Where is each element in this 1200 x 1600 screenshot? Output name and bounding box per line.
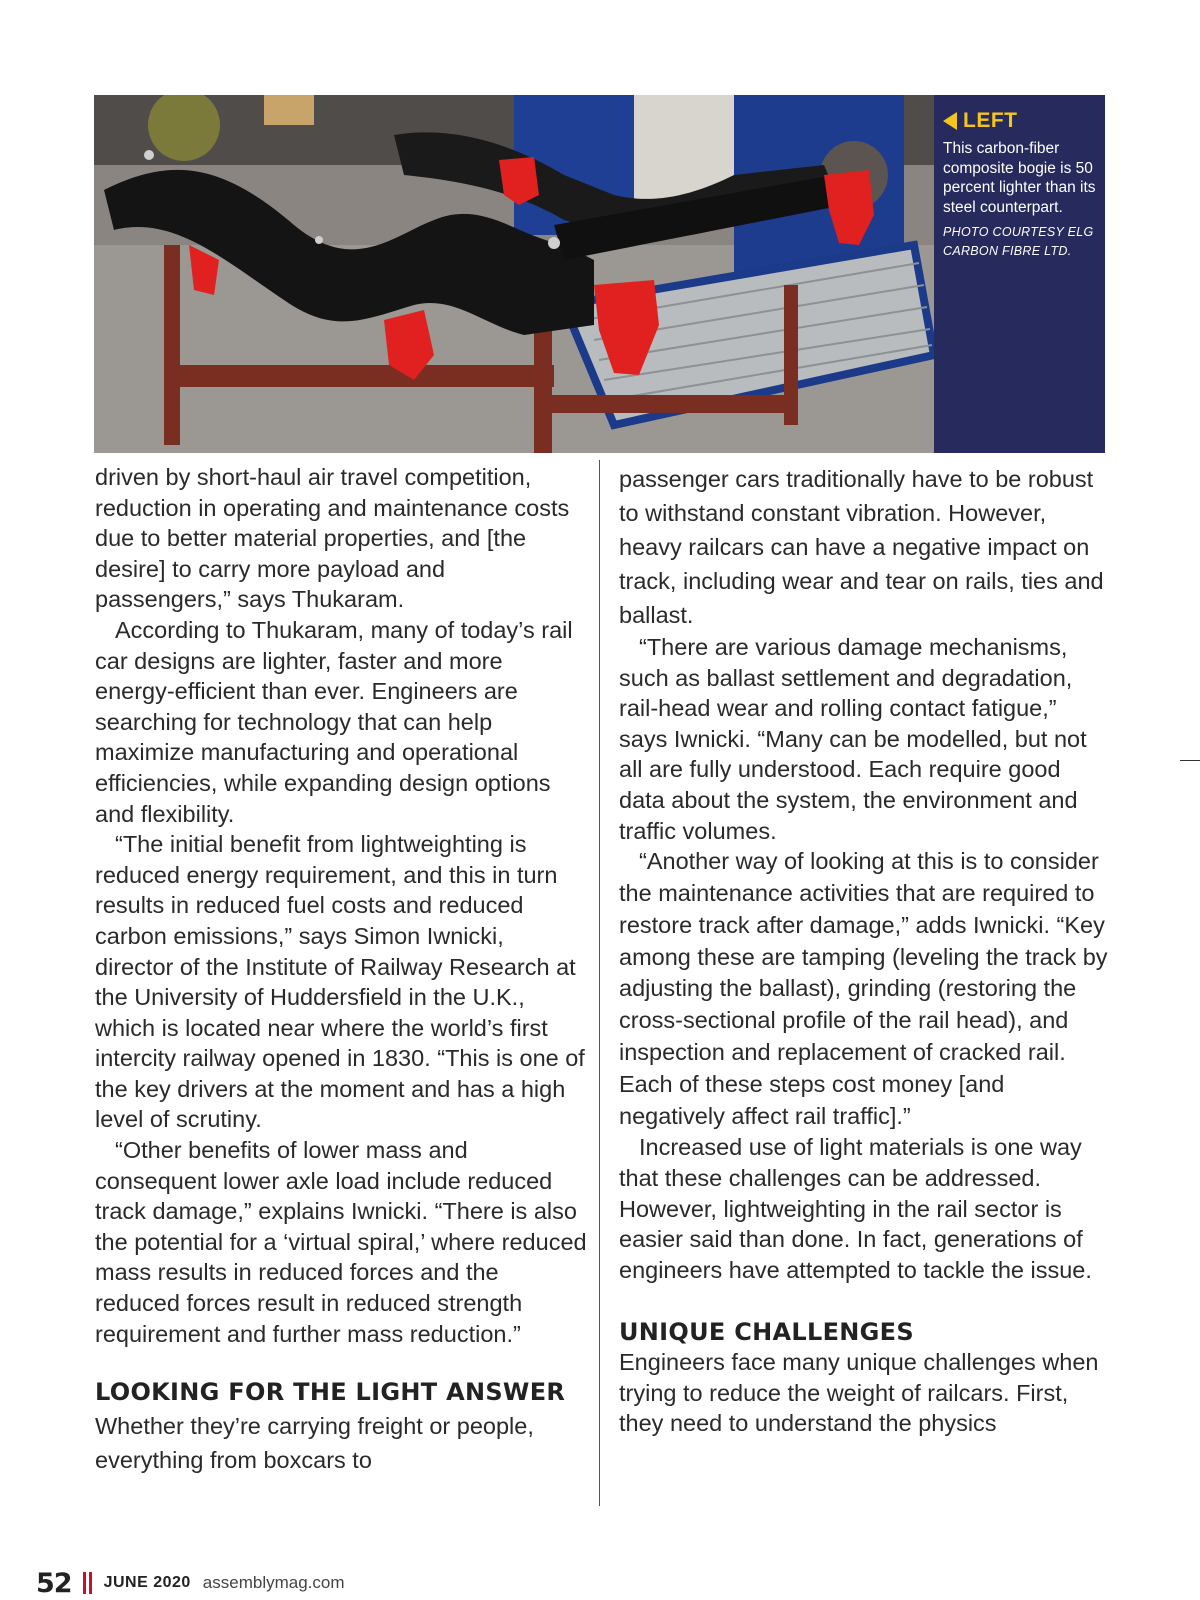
paragraph: “The initial benefit from lightweighting is reduced energy requirement, and this in turn results in reduced fuel costs and reduced carbon emissions,” says Simon Iwnicki, director of the Institute of Railway Research at the University of Huddersfield in the U.K., which is located near where the world’s first intercity railway opened in 1830. “This is one of the key drivers at the moment and has a high level of scrutiny. [95, 831, 585, 1133]
stand-leg [164, 245, 180, 445]
article-column-left [95, 462, 587, 1477]
paragraph: passenger cars traditionally have to be robust to withstand constant vibration. However, heavy railcars can have a negative impact on track, including wear and tear on rails, ties and ballast. [619, 466, 1104, 628]
photo-credit: PHOTO COURTESY ELG CARBON FIBRE LTD. [943, 225, 1094, 258]
cardboard-box [264, 95, 314, 125]
paragraph: According to Thukaram, many of today’s rail car designs are lighter, faster and more energy-efficient than ever. Engineers are searching for technology that can help maximize manufacturing and operational efficiencies, while expanding design options and flexibility. [95, 616, 573, 827]
paragraph: Engineers face many unique challenges when trying to reduce the weight of railcars. First, they need to understand the physics [619, 1349, 1099, 1437]
bogie-photo [94, 95, 934, 453]
stand-crossbar [534, 395, 794, 413]
stand-leg [534, 325, 552, 453]
caption-heading [943, 109, 1097, 133]
paragraph: Whether they’re carrying freight or people, everything from boxcars to [95, 1413, 534, 1474]
photo-caption-box [934, 95, 1105, 453]
website-link: assemblymag.com [202, 1573, 345, 1592]
paragraph: “Other benefits of lower mass and consequent lower axle load include reduced track damage,” explains Iwnicki. “There is also the potential for a ‘virtual spiral,’ where reduced mass results in reduced forces and the reduced forces result in reduced strength requirement and further mass reduction.” [95, 1137, 587, 1347]
stand-crossbar [164, 365, 554, 387]
paragraph: “There are various damage mechanisms, such as ballast settlement and degradation, rail-head wear and rolling contact fatigue,” says Iwnicki. “Many can be modelled, but not all are fully understood. Each require good data about the system, the environment and traffic volumes. [619, 634, 1087, 844]
margin-marker [1180, 760, 1200, 761]
article-column-right [619, 462, 1111, 1439]
page-number: 52 [36, 1567, 72, 1599]
issue-date: JUNE 2020 [103, 1574, 191, 1591]
footer-divider-bars [83, 1572, 92, 1594]
page-footer [36, 1567, 345, 1599]
paragraph: driven by short-haul air travel competition, reduction in operating and maintenance costs due to better material properties, and [the desire] to carry more payload and passengers,” says Thukaram. [95, 464, 570, 613]
paragraph: “Another way of looking at this is to consider the maintenance activities that are required to restore track after damage,” adds Iwnicki. “Key among these are tamping (leveling the track by adjusting the ballast), grinding (restoring the cross-sectional profile of the rail head), and inspection and replacement of cracked rail. Each of these steps cost money [and negatively affect rail traffic].” [619, 848, 1108, 1129]
bogie-illustration [94, 95, 934, 453]
section-heading: LOOKING FOR THE LIGHT ANSWER [95, 1378, 566, 1407]
section-heading: UNIQUE CHALLENGES [619, 1318, 914, 1347]
caption-arrow-label: LEFT [963, 109, 1018, 132]
paragraph: Increased use of light materials is one way that these challenges can be addressed. However, lightweighting in the rail sector is easier said than done. In fact, generations of engineers have attempted to tackle the issue. [619, 1134, 1092, 1283]
caption-text: This carbon-fiber composite bogie is 50 percent lighter than its steel counterpart. [943, 140, 1096, 216]
left-arrow-icon [943, 112, 957, 130]
column-divider [599, 460, 600, 1506]
